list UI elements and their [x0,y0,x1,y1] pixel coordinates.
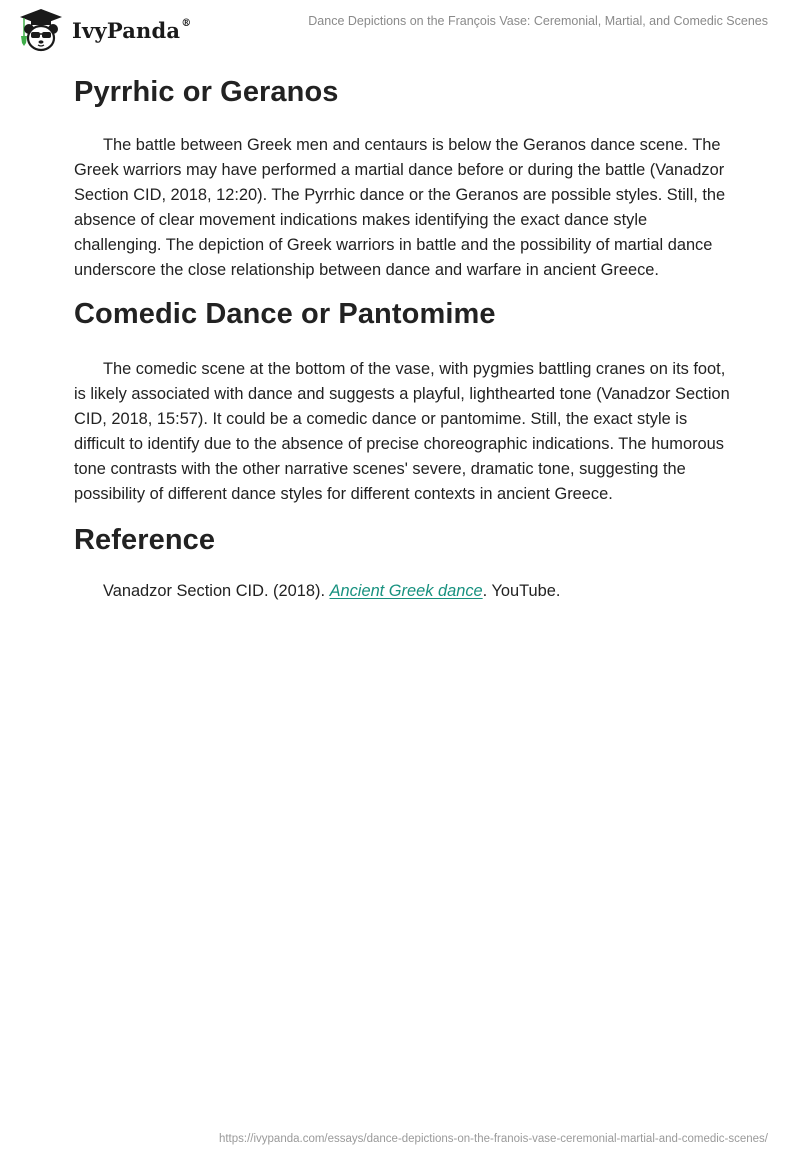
panda-graduation-cap-icon [16,8,66,52]
section-paragraph: The comedic scene at the bottom of the vase, with pygmies battling cranes on its foot, is likely associated with dance and suggests a playful, lighthearted tone (Vanadzor Section CID, 2018, 15:57). It could be a comedic dance or pantomime. Still, the exact style is difficult to identify due to the absence of precise choreographic indications. The humorous tone contrasts with the other narrative scenes' severe, dramatic tone, suggesting the possibility of different dance styles for different contexts in ancient Greece. [74,360,730,503]
page-header [0,0,800,60]
footer-source-url: https://ivypanda.com/essays/dance-depictions-on-the-franois-vase-ceremonial-martial-and-comedic-scenes/ [218,1133,768,1145]
document-title: Dance Depictions on the François Vase: Ceremonial, Martial, and Comedic Scenes [308,14,768,28]
section-comedic-dance-or-pantomime [74,292,734,507]
section-heading: Pyrrhic or Geranos [74,76,339,108]
reference-prefix: Vanadzor Section CID. (2018). [103,582,330,600]
essay-content [74,70,734,604]
logo-brand-name: IvyPanda® [72,17,192,43]
section-pyrrhic-or-geranos [74,70,734,283]
reference-suffix: . YouTube. [482,582,561,600]
reference-entry [74,579,734,604]
registered-mark: ® [181,17,192,29]
section-paragraph: The battle between Greek men and centaurs is below the Geranos dance scene. The Greek warriors may have performed a martial dance before or during the battle (Vanadzor Section CID, 2018, 12:20). The Pyrrhic dance or the Geranos are possible styles. Still, the absence of clear movement indications makes identifying the exact dance style challenging. The depiction of Greek warriors in battle and the possibility of martial dance underscore the close relationship between dance and warfare in ancient Greece. [74,136,726,279]
section-reference [74,518,734,604]
reference-link[interactable]: Ancient Greek dance [329,582,483,600]
section-heading: Comedic Dance or Pantomime [74,298,496,330]
section-heading: Reference [74,524,216,556]
ivypanda-logo[interactable] [16,8,191,52]
